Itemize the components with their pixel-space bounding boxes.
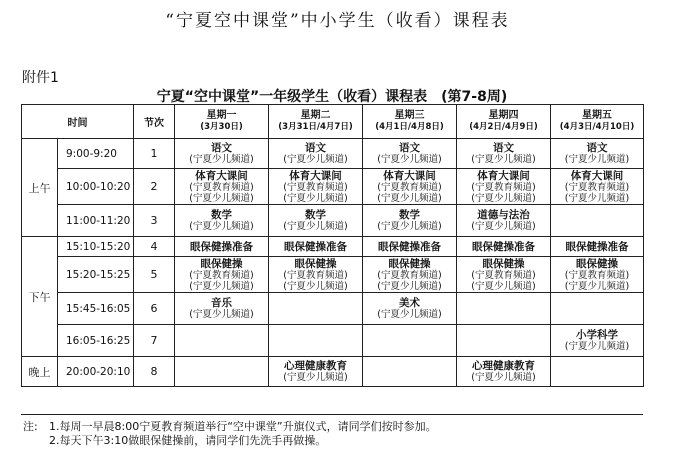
subject-name: 美术 [399, 297, 420, 309]
class-cell [363, 169, 457, 205]
period-number: 3 [134, 205, 175, 237]
class-cell [551, 205, 644, 237]
day-name: 星期四 [488, 110, 519, 121]
schedule-body [22, 139, 644, 387]
channel-name: (宁夏少儿频道) [471, 192, 536, 204]
class-cell [551, 237, 644, 257]
class-cell [269, 293, 363, 325]
subject-name: 数学 [399, 209, 420, 221]
subject-name: 小学科学 [576, 329, 618, 341]
document-title: “宁夏空中课堂”中小学生（收看）课程表 [165, 11, 510, 31]
class-cell [551, 139, 644, 169]
time-cell: 15:45-16:05 [58, 293, 134, 325]
class-cell [269, 357, 363, 387]
table-row [22, 293, 644, 325]
subject-name: 语文 [493, 142, 514, 154]
period-label: 下午 [22, 237, 58, 357]
subject-name: 语文 [211, 142, 232, 154]
table-row [22, 325, 644, 357]
subject-name: 眼保健操 [294, 257, 337, 270]
period-number: 6 [134, 293, 175, 325]
channel-name: (宁夏少儿频道) [377, 221, 442, 232]
table-week-range: (第7-8周) [441, 89, 508, 105]
table-title-text: 宁夏“空中课堂”一年级学生（收看）课程表 [156, 89, 428, 105]
channel-name: (宁夏少儿频道) [564, 280, 630, 292]
class-cell [269, 205, 363, 237]
subject-name: 眼保健操准备 [565, 241, 629, 253]
channel-name: (宁夏少儿频道) [471, 372, 536, 383]
channel-name: (宁夏少儿频道) [283, 221, 348, 232]
header-row [22, 105, 644, 139]
period-label: 晚上 [22, 357, 58, 387]
class-cell [269, 169, 363, 205]
subject-name: 语文 [586, 142, 608, 154]
channel-name: (宁夏少儿频道) [189, 221, 254, 232]
channel-name: (宁夏少儿频道) [283, 372, 348, 383]
channel-name: (宁夏少儿频道) [471, 221, 536, 232]
day-date: (4月3日/4月10日) [559, 122, 635, 132]
class-cell [551, 293, 644, 325]
subject-name: 体育大课间 [570, 169, 624, 182]
class-cell [175, 325, 269, 357]
channel-name: (宁夏少儿频道) [283, 192, 348, 204]
class-cell [363, 325, 457, 357]
class-cell [457, 357, 551, 387]
subject-name: 眼保健操准备 [472, 241, 535, 253]
subject-name: 眼保健操 [576, 257, 618, 270]
subject-name: 体育大课间 [195, 169, 248, 182]
class-cell [175, 257, 269, 293]
class-cell [269, 237, 363, 257]
header-day [269, 105, 363, 139]
class-cell [457, 139, 551, 169]
channel-name: (宁夏少儿频道) [564, 154, 630, 165]
subject-name: 语文 [399, 142, 420, 154]
note-item: 1.每周一早晨8:00宁夏教育频道举行“空中课堂”升旗仪式，请同学们按时参加。 [49, 420, 437, 433]
channel-name: (宁夏教育频道) [471, 269, 536, 281]
time-cell: 16:05-16:25 [58, 325, 134, 357]
channel-name: (宁夏教育频道) [377, 269, 442, 281]
class-cell [457, 257, 551, 293]
subject-name: 体育大课间 [289, 169, 342, 182]
channel-name: (宁夏教育频道) [189, 181, 254, 193]
channel-name: (宁夏少儿频道) [377, 309, 442, 320]
table-row [22, 357, 644, 387]
channel-name: (宁夏少儿频道) [283, 280, 348, 292]
class-cell [551, 257, 644, 293]
channel-name: (宁夏少儿频道) [564, 192, 630, 204]
class-cell [363, 237, 457, 257]
subject-name: 音乐 [211, 297, 232, 309]
channel-name: (宁夏少儿频道) [189, 280, 254, 292]
period-label: 上午 [22, 139, 58, 237]
class-cell [269, 325, 363, 357]
class-cell [551, 325, 644, 357]
subject-name: 眼保健操准备 [190, 241, 253, 253]
channel-name: (宁夏教育频道) [189, 269, 254, 281]
channel-name: (宁夏教育频道) [283, 181, 348, 193]
class-cell [175, 169, 269, 205]
time-cell: 20:00-20:10 [58, 357, 134, 387]
header-period: 节次 [134, 105, 175, 139]
day-date: (4月2日/4月9日) [469, 122, 538, 132]
channel-name: (宁夏教育频道) [564, 181, 630, 193]
subject-name: 眼保健操 [482, 257, 525, 270]
period-number: 4 [134, 237, 175, 257]
period-number: 7 [134, 325, 175, 357]
attachment-label: 附件1 [22, 70, 59, 86]
class-cell [457, 325, 551, 357]
class-cell [457, 205, 551, 237]
header-day [363, 105, 457, 139]
subject-name: 道德与法治 [477, 209, 530, 221]
subject-name: 眼保健操 [200, 257, 243, 270]
class-cell [363, 139, 457, 169]
schedule-table [21, 104, 644, 387]
class-cell [363, 293, 457, 325]
header-day [457, 105, 551, 139]
subject-name: 心理健康教育 [284, 360, 347, 372]
subject-name: 眼保健操准备 [378, 241, 441, 253]
period-number: 1 [134, 139, 175, 169]
subject-name: 眼保健操准备 [284, 241, 347, 253]
day-name: 星期二 [300, 110, 331, 121]
class-cell [175, 205, 269, 237]
day-name: 星期三 [394, 110, 425, 121]
channel-name: (宁夏少儿频道) [377, 154, 442, 165]
day-date: (4月1日/4月8日) [375, 122, 444, 132]
period-number: 8 [134, 357, 175, 387]
class-cell [457, 237, 551, 257]
time-cell: 10:00-10:20 [58, 169, 134, 205]
table-row [22, 205, 644, 237]
channel-name: (宁夏少儿频道) [471, 280, 536, 292]
channel-name: (宁夏少儿频道) [564, 341, 630, 352]
class-cell [175, 357, 269, 387]
table-row [22, 257, 644, 293]
period-number: 5 [134, 257, 175, 293]
channel-name: (宁夏少儿频道) [471, 154, 536, 165]
class-cell [363, 357, 457, 387]
subject-name: 心理健康教育 [472, 360, 535, 372]
time-cell: 15:10-15:20 [58, 237, 134, 257]
channel-name: (宁夏少儿频道) [377, 192, 442, 204]
table-row [22, 169, 644, 205]
day-name: 星期五 [582, 110, 612, 121]
time-cell: 15:20-15:25 [58, 257, 134, 293]
time-cell: 11:00-11:20 [58, 205, 134, 237]
subject-name: 语文 [305, 142, 326, 154]
class-cell [269, 257, 363, 293]
notes-label: 注: [23, 420, 38, 433]
channel-name: (宁夏少儿频道) [377, 280, 442, 292]
channel-name: (宁夏教育频道) [471, 181, 536, 193]
channel-name: (宁夏少儿频道) [189, 309, 254, 320]
class-cell [269, 139, 363, 169]
channel-name: (宁夏少儿频道) [189, 154, 254, 165]
channel-name: (宁夏少儿频道) [189, 192, 254, 204]
subject-name: 体育大课间 [477, 169, 530, 182]
time-cell: 9:00-9:20 [58, 139, 134, 169]
header-day [551, 105, 644, 139]
period-number: 2 [134, 169, 175, 205]
note-item: 2.每天下午3:10做眼保健操前，请同学们先洗手再做操。 [49, 434, 327, 447]
day-date: (3月30日) [200, 122, 243, 132]
class-cell [175, 139, 269, 169]
table-title [22, 86, 642, 106]
class-cell [457, 169, 551, 205]
table-row [22, 237, 644, 257]
day-name: 星期一 [206, 110, 237, 121]
class-cell [175, 237, 269, 257]
subject-name: 数学 [305, 209, 326, 221]
channel-name: (宁夏教育频道) [283, 269, 348, 281]
class-cell [363, 257, 457, 293]
class-cell [175, 293, 269, 325]
class-cell [457, 293, 551, 325]
channel-name: (宁夏教育频道) [377, 181, 442, 193]
subject-name: 数学 [211, 209, 232, 221]
class-cell [551, 169, 644, 205]
table-row [22, 139, 644, 169]
header-day [175, 105, 269, 139]
channel-name: (宁夏教育频道) [564, 269, 630, 281]
class-cell [551, 357, 644, 387]
subject-name: 体育大课间 [383, 169, 436, 182]
channel-name: (宁夏少儿频道) [283, 154, 348, 165]
day-date: (3月31日/4月7日) [278, 122, 353, 132]
class-cell [363, 205, 457, 237]
header-time: 时间 [22, 105, 134, 139]
subject-name: 眼保健操 [388, 257, 431, 270]
